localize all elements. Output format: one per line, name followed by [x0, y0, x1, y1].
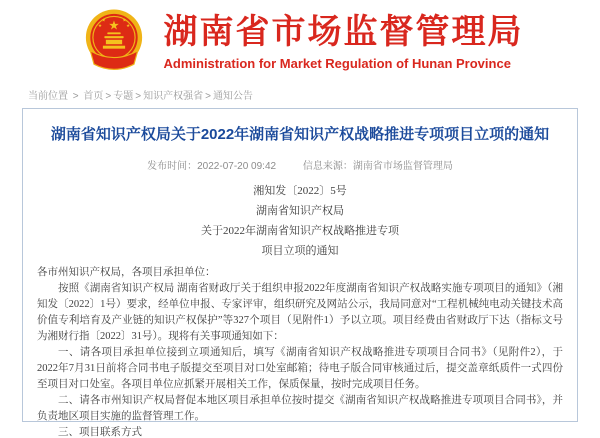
breadcrumb: [28, 87, 600, 102]
article-title: 湖南省知识产权局关于2022年湖南省知识产权战略推进专项项目立项的通知: [50, 126, 550, 143]
article-body: [37, 265, 563, 438]
body-paragraph: 三、项目联系方式: [58, 427, 142, 438]
body-paragraph: 一、请各项目承担单位接到立项通知后，填写《湖南省知识产权战略推进专项项目合同书》（见附件2），于2022年7月31日前将合同书电子版提交至项目对口处室邮箱；待电子版合同审核通过后，提交盖章纸质件一式四份至项目对口处室。各项目单位应抓紧开展相关工作，保质保量，按时完成项目任务。: [37, 347, 563, 390]
breadcrumb-item[interactable]: 专题: [113, 91, 134, 102]
document-heading-line: 关于2022年湖南省知识产权战略推进专项: [201, 225, 399, 237]
body-paragraph: 按照《湖南省知识产权局 湖南省财政厅关于组织申报2022年度湖南省知识产权战略实施专项项目的通知》（湘知发〔2022〕1号）要求，经单位申报、专家评审，组织研究及网站公示，我局同意对“工程机械纯电动关键技术高价值专利培育及产业链的知识产权保护”等327个项目（见附件1）予以立项。项目经费由省财政厅下达（指标文号为湘财行指〔2022〕31号）。现将有关事项通知如下：: [37, 283, 563, 342]
info-source-label: 信息来源：: [302, 161, 353, 172]
breadcrumb-item[interactable]: 通知公告: [212, 91, 253, 102]
svg-text:★: ★: [101, 17, 106, 23]
document-heading-line: 项目立项的通知: [261, 245, 339, 257]
breadcrumb-item[interactable]: 首页: [83, 91, 104, 102]
info-source-value: 湖南省市场监督管理局: [352, 161, 453, 172]
breadcrumb-label: 当前位置: [28, 91, 68, 102]
breadcrumb-trail: [83, 91, 253, 102]
breadcrumb-separator: >: [135, 91, 142, 102]
info-source: [303, 161, 453, 172]
breadcrumb-item[interactable]: 知识产权强省: [143, 91, 204, 102]
breadcrumb-separator: >: [72, 91, 79, 102]
publish-time-value: 2022-07-20 09:42: [197, 161, 277, 172]
document-heading-line: 湘知发〔2022〕5号: [253, 185, 347, 197]
salutation: 各市州知识产权局，各项目承担单位：: [37, 267, 216, 278]
publish-time-label: 发布时间：: [147, 161, 198, 172]
org-title-block: [164, 13, 524, 70]
paragraph-list: [37, 281, 563, 438]
svg-text:★: ★: [107, 18, 120, 33]
document-heading: [37, 181, 563, 261]
breadcrumb-separator: >: [205, 91, 211, 102]
article-panel: [22, 108, 578, 438]
national-emblem-icon: [77, 5, 151, 79]
site-header: [0, 0, 600, 80]
breadcrumb-separator: >: [105, 91, 112, 102]
document-heading-line: 湖南省知识产权局: [256, 205, 344, 217]
article-meta: [37, 157, 563, 172]
org-name-zh: 湖南省市场监督管理局: [163, 13, 524, 52]
org-name-en: Administration for Market Regulation of Hunan Province: [163, 55, 511, 71]
svg-text:★: ★: [121, 17, 126, 23]
svg-text:★: ★: [97, 23, 102, 29]
publish-time: [147, 161, 276, 172]
body-paragraph: 二、请各市州知识产权局督促本地区项目承担单位按时提交《湖南省知识产权战略推进专项项目合同书》，并负责地区项目实施的监督管理工作。: [37, 395, 563, 422]
svg-text:★: ★: [125, 23, 130, 29]
